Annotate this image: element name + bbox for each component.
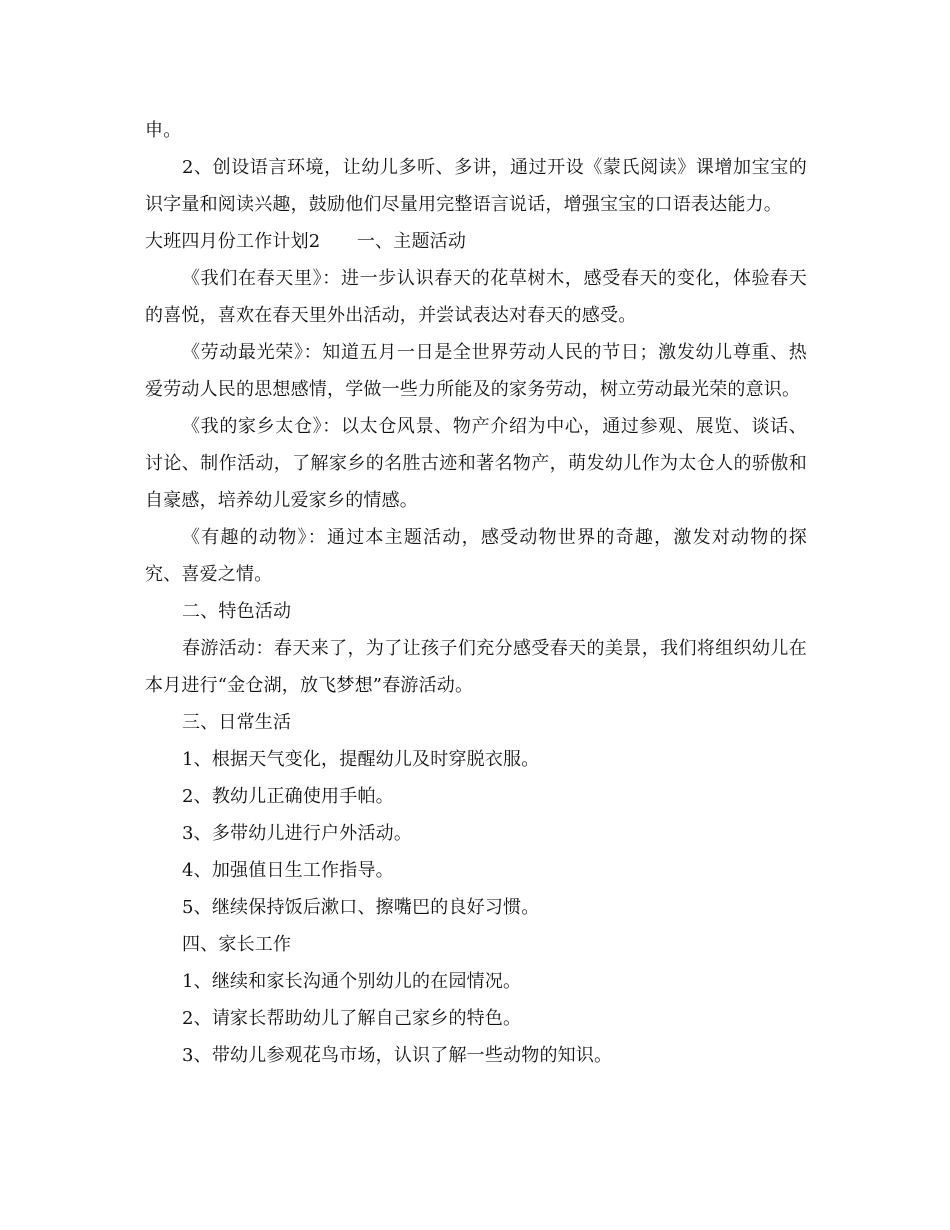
list-item-parent-3: 3、带幼儿参观花鸟市场，认识了解一些动物的知识。 [182, 1045, 613, 1066]
list-item-daily-3: 3、多带幼儿进行户外活动。 [182, 823, 413, 844]
paragraph-animals-theme: 《有趣的动物》：通过本主题活动，感受动物世界的奇趣，激发对动物的探究、喜爱之情。 [145, 527, 807, 585]
list-item-daily-1: 1、根据天气变化，提醒幼儿及时穿脱衣服。 [182, 749, 540, 770]
list-item-parent-1: 1、继续和家长沟通个别幼儿的在园情况。 [182, 971, 522, 992]
paragraph-language-environment: 2、创设语言环境，让幼儿多听、多讲，通过开设《蒙氏阅读》课增加宝宝的识字量和阅读兴趣，鼓励他们尽量用完整语言说话，增强宝宝的口语表达能力。 [145, 157, 807, 215]
paragraph-labor-theme: 《劳动最光荣》：知道五月一日是全世界劳动人民的节日；激发幼儿尊重、热爱劳动人民的思想感情，学做一些力所能及的家务劳动，树立劳动最光荣的意识。 [145, 342, 807, 400]
section-heading-special-activities: 二、特色活动 [182, 601, 292, 622]
list-item-parent-2: 2、请家长帮助幼儿了解自己家乡的特色。 [182, 1008, 522, 1029]
paragraph-spring-theme: 《我们在春天里》：进一步认识春天的花草树木，感受春天的变化，体验春天的喜悦，喜欢在春天里外出活动，并尝试表达对春天的感受。 [145, 268, 807, 326]
section-heading-parent-work: 四、家长工作 [182, 934, 292, 955]
list-item-daily-2: 2、教幼儿正确使用手帕。 [182, 786, 394, 807]
paragraph-hometown-theme: 《我的家乡太仓》：以太仓风景、物产介绍为中心，通过参观、展览、谈话、讨论、制作活动，了解家乡的名胜古迹和著名物产，萌发幼儿作为太仓人的骄傲和自豪感，培养幼儿爱家乡的情感。 [145, 416, 807, 511]
document-body [145, 112, 807, 1074]
paragraph-spring-outing: 春游活动：春天来了，为了让孩子们充分感受春天的美景，我们将组织幼儿在本月进行“金仓湖，放飞梦想”春游活动。 [145, 638, 807, 696]
paragraph-continuation: 申。 [145, 120, 182, 141]
section-heading-plan-2: 大班四月份工作计划2 一、主题活动 [145, 231, 467, 252]
section-heading-daily-life: 三、日常生活 [182, 712, 292, 733]
list-item-daily-5: 5、继续保持饭后漱口、擦嘴巴的良好习惯。 [182, 897, 540, 918]
list-item-daily-4: 4、加强值日生工作指导。 [182, 860, 394, 881]
